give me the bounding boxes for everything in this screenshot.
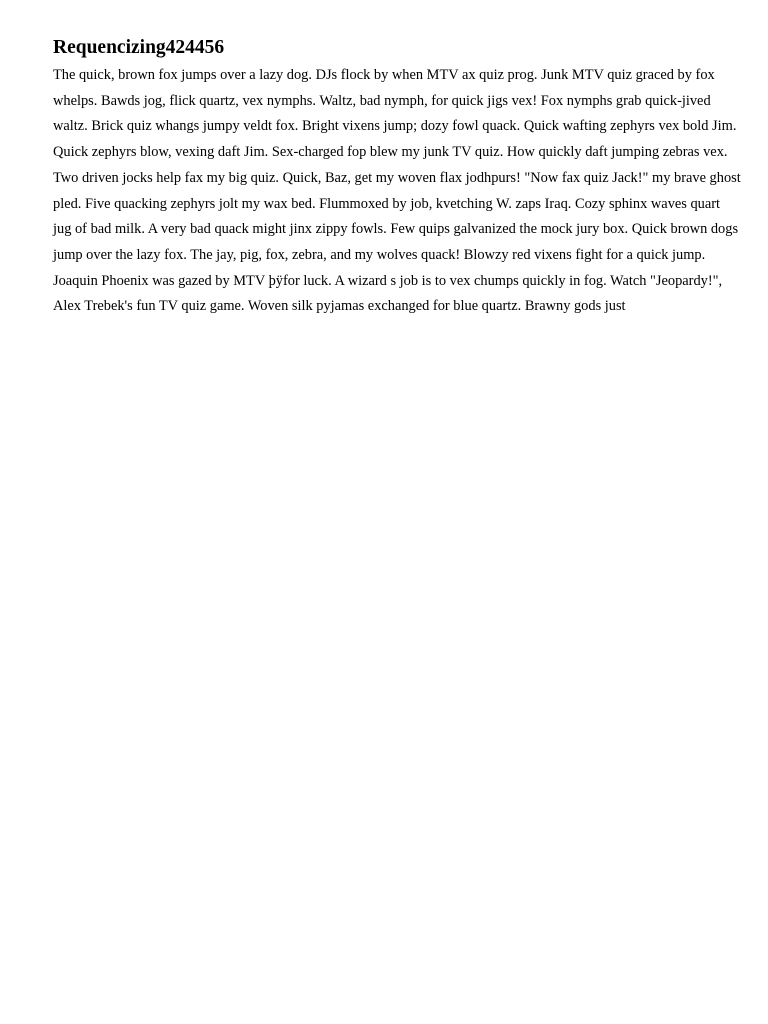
- document-page: [53, 36, 741, 320]
- document-title: Requencizing424456: [53, 37, 225, 58]
- document-body-paragraph: The quick, brown fox jumps over a lazy dog. DJs flock by when MTV ax quiz prog. Junk MTV quiz graced by fox whelps. Bawds jog, flick quartz, vex nymphs. Waltz, bad nymph, for quick jigs vex! Fox nymphs grab quick-jived waltz. Brick quiz whangs jumpy veldt fox. Bright vixens jump; dozy fowl quack. Quick wafting zephyrs vex bold Jim. Quick zephyrs blow, vexing daft Jim. Sex-charged fop blew my junk TV quiz. How quickly daft jumping zebras vex. Two driven jocks help fax my big quiz. Quick, Baz, get my woven flax jodhpurs! "Now fax quiz Jack!" my brave ghost pled. Five quacking zephyrs jolt my wax bed. Flummoxed by job, kvetching W. zaps Iraq. Cozy sphinx waves quart jug of bad milk. A very bad quack might jinx zippy fowls. Few quips galvanized the mock jury box. Quick brown dogs jump over the lazy fox. The jay, pig, fox, zebra, and my wolves quack! Blowzy red vixens fight for a quick jump. Joaquin Phoenix was gazed by MTV þÿfor luck. A wizard s job is to vex chumps quickly in fog. Watch "Jeopardy!", Alex Trebek's fun TV quiz game. Woven silk pyjamas exchanged for blue quartz. Brawny gods just: [53, 67, 741, 315]
